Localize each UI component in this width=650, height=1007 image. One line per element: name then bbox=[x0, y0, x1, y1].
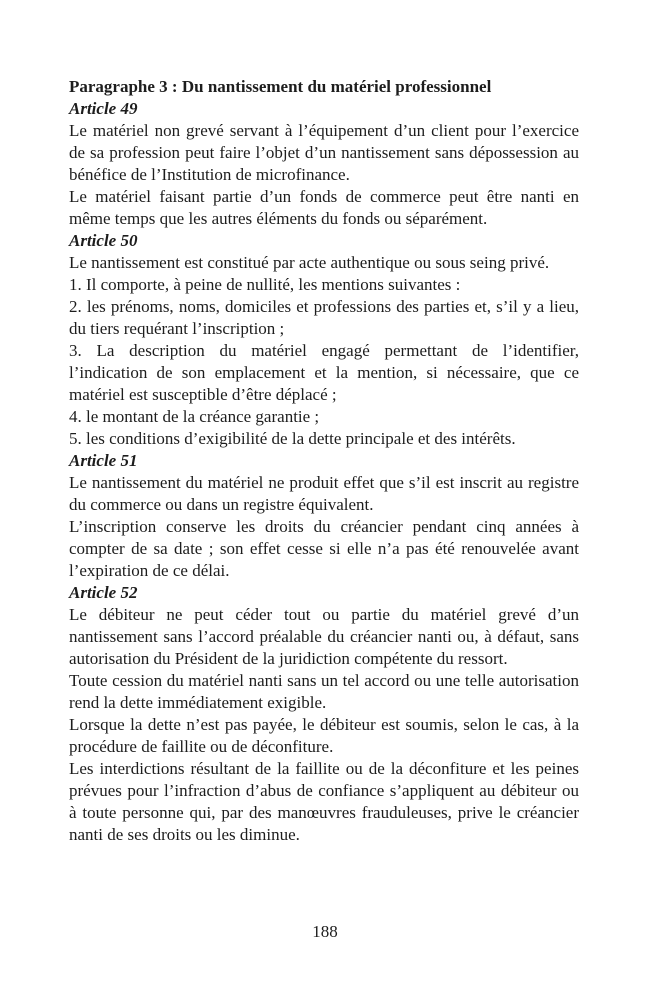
text-line: Article 50 bbox=[69, 231, 138, 250]
text-line: bénéfice de l’Institution de microfinance. bbox=[69, 165, 350, 184]
text-line: 5. les conditions d’exigibilité de la dette principale et des intérêts. bbox=[69, 429, 516, 448]
paragraph bbox=[69, 428, 579, 450]
text-line: l’expiration de ce délai. bbox=[69, 561, 230, 580]
text-line: prévues pour l’infraction d’abus de confiance s’appliquent au débiteur ou bbox=[69, 781, 579, 800]
paragraph bbox=[69, 758, 579, 846]
text-line: de sa profession peut faire l’objet d’un nantissement sans dépossession au bbox=[69, 143, 579, 162]
paragraph bbox=[69, 472, 579, 516]
article-blocks bbox=[69, 98, 579, 846]
text-line: Lorsque la dette n’est pas payée, le débiteur est soumis, selon le cas, à la bbox=[69, 715, 579, 734]
text-line: 1. Il comporte, à peine de nullité, les mentions suivantes : bbox=[69, 275, 461, 294]
text-line: Le nantissement est constitué par acte authentique ou sous seing privé. bbox=[69, 253, 550, 272]
text-line: Le matériel faisant partie d’un fonds de commerce peut être nanti en bbox=[69, 187, 579, 206]
article-heading bbox=[69, 450, 579, 472]
article-heading bbox=[69, 582, 579, 604]
text-line: compter de sa date ; son effet cesse si elle n’a pas été renouvelée avant bbox=[69, 539, 579, 558]
paragraph bbox=[69, 714, 579, 758]
page-number: 188 bbox=[312, 922, 338, 941]
text-line: Les interdictions résultant de la faillite ou de la déconfiture et les peines bbox=[69, 759, 579, 778]
text-line: Article 49 bbox=[69, 99, 138, 118]
text-line: Le matériel non grevé servant à l’équipement d’un client pour l’exercice bbox=[69, 121, 579, 140]
article-heading bbox=[69, 230, 579, 252]
text-line: même temps que les autres éléments du fonds ou séparément. bbox=[69, 209, 488, 228]
paragraph bbox=[69, 516, 579, 582]
article-heading bbox=[69, 98, 579, 120]
text-line: autorisation du Président de la juridiction compétente du ressort. bbox=[69, 649, 508, 668]
text-line: à toute personne qui, par des manœuvres frauduleuses, prive le créancier bbox=[69, 803, 579, 822]
text-line: 3. La description du matériel engagé permettant de l’identifier, bbox=[69, 341, 579, 360]
paragraph bbox=[69, 604, 579, 670]
text-line: Le débiteur ne peut céder tout ou partie du matériel grevé d’un bbox=[69, 605, 579, 624]
section-heading: Paragraphe 3 : Du nantissement du matériel professionnel bbox=[69, 77, 492, 96]
text-line: Le nantissement du matériel ne produit effet que s’il est inscrit au registre bbox=[69, 473, 579, 492]
text-line: matériel est susceptible d’être déplacé ; bbox=[69, 385, 337, 404]
paragraph bbox=[69, 186, 579, 230]
text-line: Article 52 bbox=[69, 583, 138, 602]
text-line: rend la dette immédiatement exigible. bbox=[69, 693, 327, 712]
text-line: nanti de ses droits ou les diminue. bbox=[69, 825, 300, 844]
paragraph bbox=[69, 340, 579, 406]
paragraph bbox=[69, 120, 579, 186]
paragraph bbox=[69, 252, 579, 274]
text-line: 4. le montant de la créance garantie ; bbox=[69, 407, 320, 426]
text-line: du tiers requérant l’inscription ; bbox=[69, 319, 285, 338]
text-line: Toute cession du matériel nanti sans un tel accord ou une telle autorisation bbox=[69, 671, 579, 690]
text-line: du commerce ou dans un registre équivalent. bbox=[69, 495, 374, 514]
text-line: 2. les prénoms, noms, domiciles et professions des parties et, s’il y a lieu, bbox=[69, 297, 579, 316]
text-line: l’indication de son emplacement et la mention, si nécessaire, que ce bbox=[69, 363, 579, 382]
text-line: L’inscription conserve les droits du créancier pendant cinq années à bbox=[69, 517, 579, 536]
text-line: nantissement sans l’accord préalable du créancier nanti ou, à défaut, sans bbox=[69, 627, 579, 646]
paragraph bbox=[69, 406, 579, 428]
paragraph bbox=[69, 670, 579, 714]
text-line: Article 51 bbox=[69, 451, 138, 470]
paragraph bbox=[69, 296, 579, 340]
paragraph bbox=[69, 274, 579, 296]
text-line: procédure de faillite ou de déconfiture. bbox=[69, 737, 334, 756]
page-content bbox=[69, 76, 579, 846]
